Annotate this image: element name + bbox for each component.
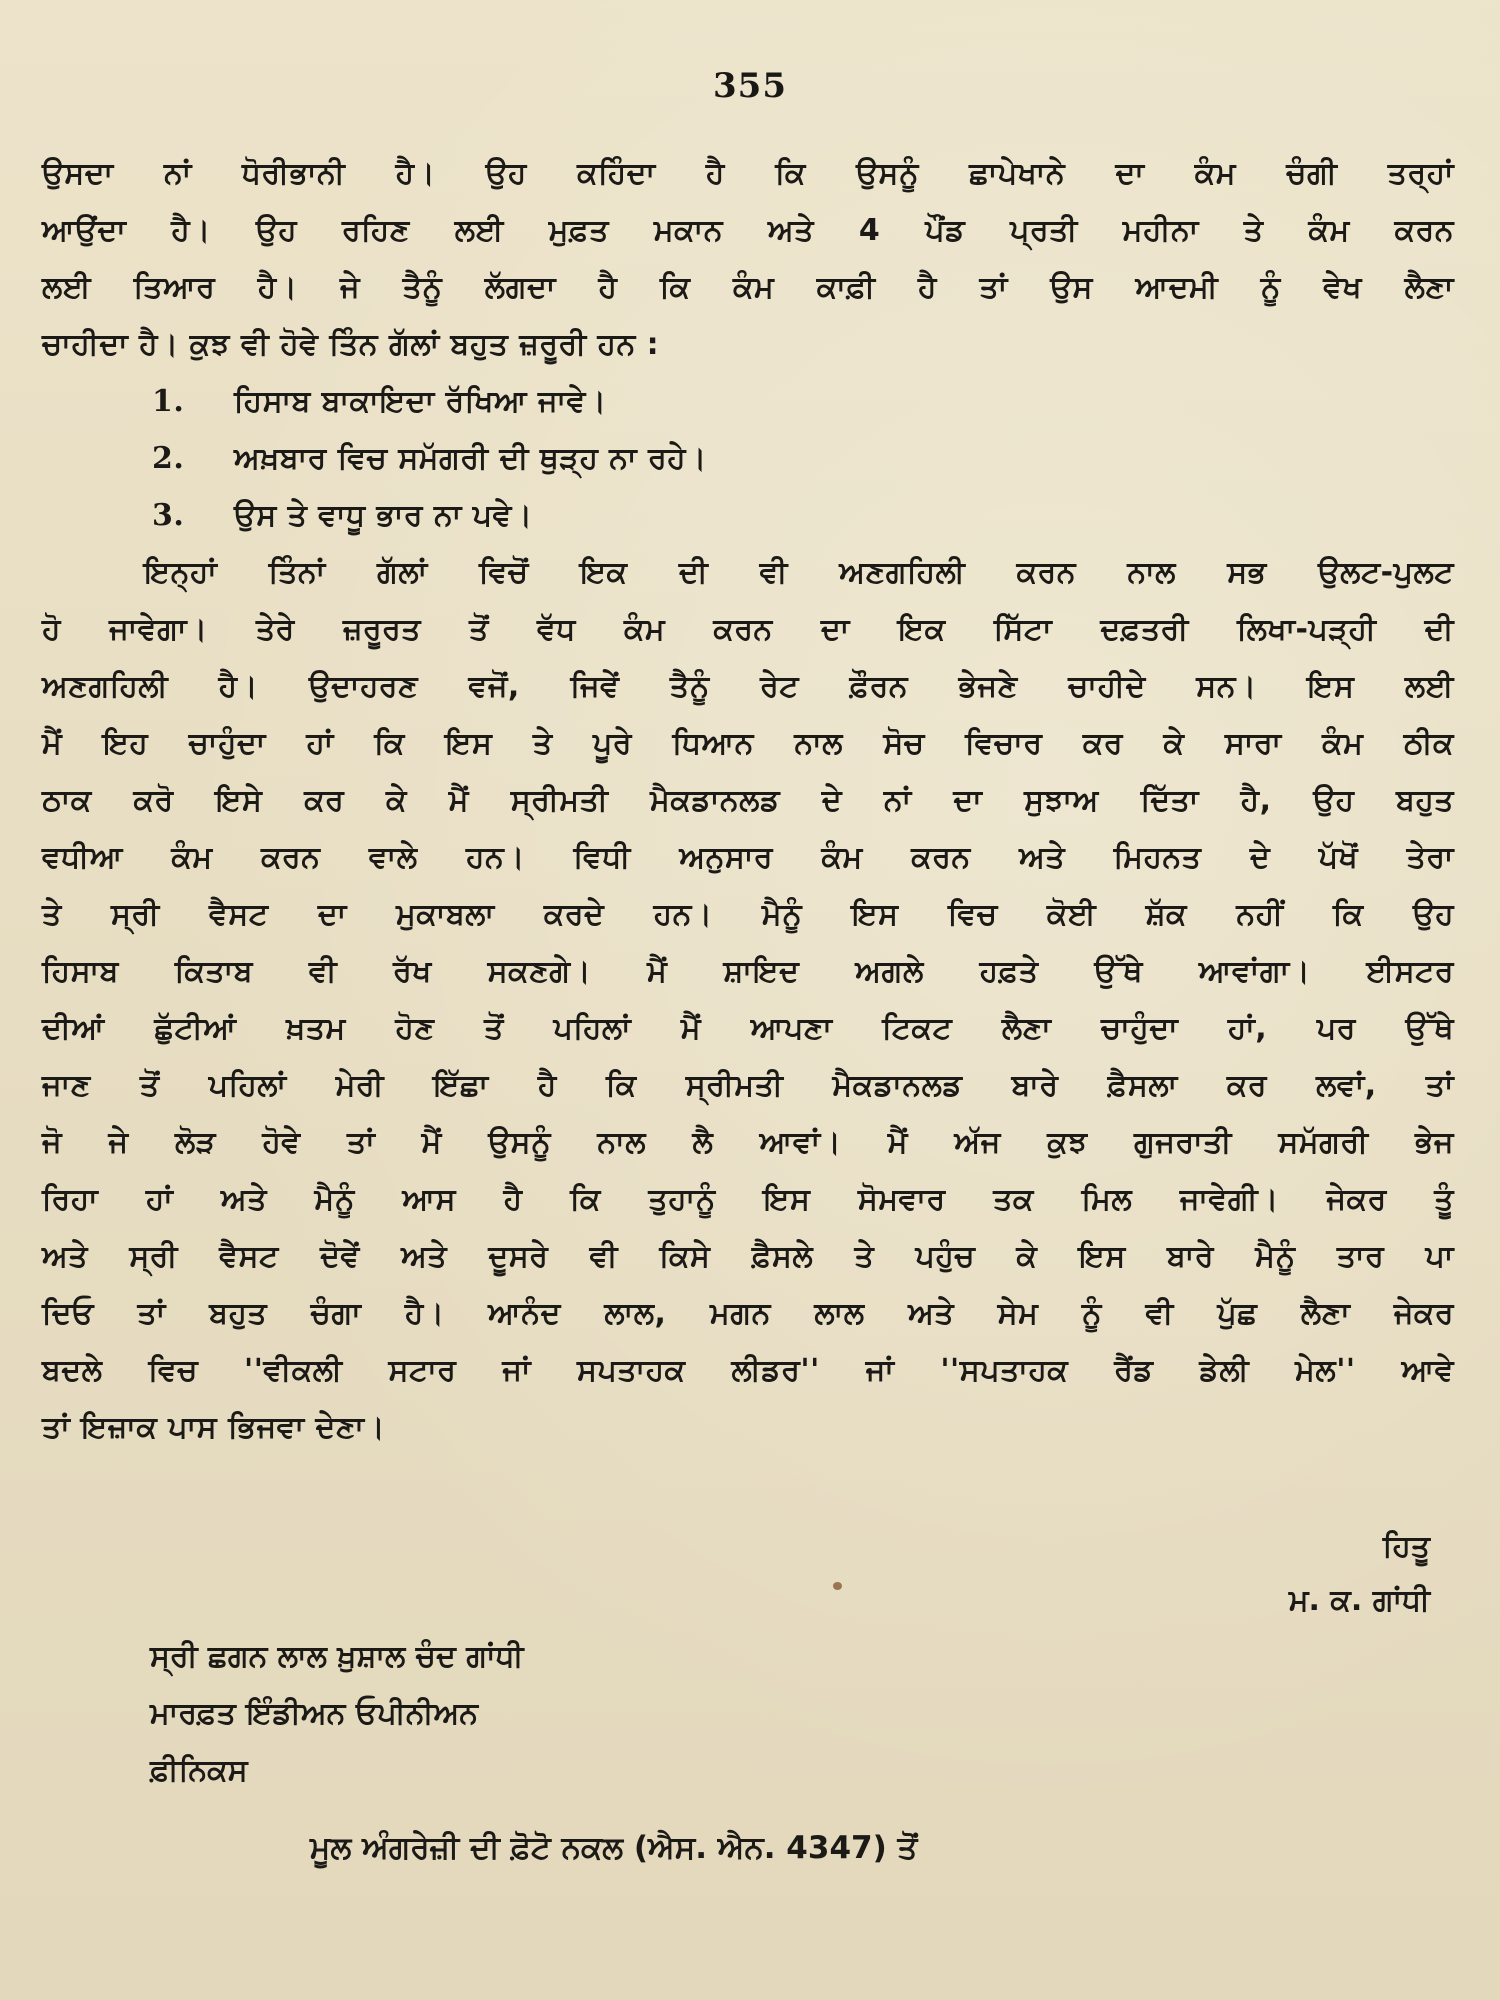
text-line: ਲਈ ਤਿਆਰ ਹੈ। ਜੇ ਤੈਨੂੰ ਲੱਗਦਾ ਹੈ ਕਿ ਕੰਮ ਕਾਫ਼ੀ ਹੈ ਤਾਂ ਉਸ ਆਦਮੀ ਨੂੰ ਵੇਖ ਲੈਣਾ [42,270,1454,305]
text-line: ਮੈਂ ਇਹ ਚਾਹੁੰਦਾ ਹਾਂ ਕਿ ਇਸ ਤੇ ਪੂਰੇ ਧਿਆਨ ਨਾਲ ਸੋਚ ਵਿਚਾਰ ਕਰ ਕੇ ਸਾਰਾ ਕੰਮ ਠੀਕ [42,726,1454,761]
text-line: ਦਿਓ ਤਾਂ ਬਹੁਤ ਚੰਗਾ ਹੈ। ਆਨੰਦ ਲਾਲ, ਮਗਨ ਲਾਲ ਅਤੇ ਸੇਮ ਨੂੰ ਵੀ ਪੁੱਛ ਲੈਣਾ ਜੇਕਰ [42,1296,1454,1331]
text-line: ਜਾਣ ਤੋਂ ਪਹਿਲਾਂ ਮੇਰੀ ਇੱਛਾ ਹੈ ਕਿ ਸ੍ਰੀਮਤੀ ਮੈਕਡਾਨਲਡ ਬਾਰੇ ਫ਼ੈਸਲਾ ਕਰ ਲਵਾਂ, ਤਾਂ [42,1068,1454,1103]
address-line: ਫ਼ੀਨਿਕਸ [150,1753,248,1788]
salutation: ਹਿਤੂ [1382,1529,1430,1564]
letter-closing [1289,1520,1430,1628]
text-line: ਦੀਆਂ ਛੁੱਟੀਆਂ ਖ਼ਤਮ ਹੋਣ ਤੋਂ ਪਹਿਲਾਂ ਮੈਂ ਆਪਣਾ ਟਿਕਟ ਲੈਣਾ ਚਾਹੁੰਦਾ ਹਾਂ, ਪਰ ਉੱਥੇ [42,1011,1454,1046]
address-line: ਮਾਰਫ਼ਤ ਇੰਡੀਅਨ ਓਪੀਨੀਅਨ [150,1696,479,1731]
list-text: ਅਖ਼ਬਾਰ ਵਿਚ ਸਮੱਗਰੀ ਦੀ ਥੁੜ੍ਹ ਨਾ ਰਹੇ। [234,441,707,476]
text-line: ਰਿਹਾ ਹਾਂ ਅਤੇ ਮੈਨੂੰ ਆਸ ਹੈ ਕਿ ਤੁਹਾਨੂੰ ਇਸ ਸੋਮਵਾਰ ਤਕ ਮਿਲ ਜਾਵੇਗੀ। ਜੇਕਰ ਤੂੰ [42,1182,1454,1217]
list-item [42,487,1454,544]
text-line: ਇਨ੍ਹਾਂ ਤਿੰਨਾਂ ਗੱਲਾਂ ਵਿਚੋਂ ਇਕ ਦੀ ਵੀ ਅਣਗਹਿਲੀ ਕਰਨ ਨਾਲ ਸਭ ਉਲਟ-ਪੁਲਟ [144,555,1454,590]
list-number: 3. [152,498,185,533]
text-line: ਬਦਲੇ ਵਿਚ ''ਵੀਕਲੀ ਸਟਾਰ ਜਾਂ ਸਪਤਾਹਕ ਲੀਡਰ'' ਜਾਂ ''ਸਪਤਾਹਕ ਰੈਂਡ ਡੇਲੀ ਮੇਲ'' ਆਵੇ [42,1353,1454,1388]
list-number: 1. [152,384,185,419]
address-line: ਸ੍ਰੀ ਛਗਨ ਲਾਲ ਖ਼ੁਸ਼ਾਲ ਚੰਦ ਗਾਂਧੀ [150,1639,524,1674]
text-line: ਚਾਹੀਦਾ ਹੈ। ਕੁਝ ਵੀ ਹੋਵੇ ਤਿੰਨ ਗੱਲਾਂ ਬਹੁਤ ਜ਼ਰੂਰੀ ਹਨ : [42,327,660,362]
ink-spot [833,1582,842,1590]
signature: ਮ. ਕ. ਗਾਂਧੀ [1288,1583,1430,1618]
letter-body [42,145,1454,1456]
intro-paragraph [42,145,1454,373]
text-line: ਅਤੇ ਸ੍ਰੀ ਵੈਸਟ ਦੋਵੇਂ ਅਤੇ ਦੂਸਰੇ ਵੀ ਕਿਸੇ ਫ਼ੈਸਲੇ ਤੇ ਪਹੁੰਚ ਕੇ ਇਸ ਬਾਰੇ ਮੈਨੂੰ ਤਾਰ ਪਾ [42,1239,1454,1274]
list-item [42,430,1454,487]
main-paragraph [42,544,1454,1456]
text-line: ਅਣਗਹਿਲੀ ਹੈ। ਉਦਾਹਰਣ ਵਜੋਂ, ਜਿਵੇਂ ਤੈਨੂੰ ਰੇਟ ਫ਼ੌਰਨ ਭੇਜਣੇ ਚਾਹੀਦੇ ਸਨ। ਇਸ ਲਈ [42,669,1454,704]
text-line: ਠਾਕ ਕਰੋ ਇਸੇ ਕਰ ਕੇ ਮੈਂ ਸ੍ਰੀਮਤੀ ਮੈਕਡਾਨਲਡ ਦੇ ਨਾਂ ਦਾ ਸੁਝਾਅ ਦਿੱਤਾ ਹੈ, ਉਹ ਬਹੁਤ [42,783,1454,818]
source-note: ਮੂਲ ਅੰਗਰੇਜ਼ੀ ਦੀ ਫ਼ੋਟੋ ਨਕਲ (ਐਸ. ਐਨ. 4347) ਤੋਂ [310,1830,918,1866]
text-line: ਆਉਂਦਾ ਹੈ। ਉਹ ਰਹਿਣ ਲਈ ਮੁਫ਼ਤ ਮਕਾਨ ਅਤੇ 4 ਪੌਂਡ ਪ੍ਰਤੀ ਮਹੀਨਾ ਤੇ ਕੰਮ ਕਰਨ [42,213,1454,248]
page-number: 355 [713,66,787,106]
text-line: ਤਾਂ ਇਜ਼ਾਕ ਪਾਸ ਭਿਜਵਾ ਦੇਣਾ। [42,1410,386,1445]
text-line: ਹੋ ਜਾਵੇਗਾ। ਤੇਰੇ ਜ਼ਰੂਰਤ ਤੋਂ ਵੱਧ ਕੰਮ ਕਰਨ ਦਾ ਇਕ ਸਿੱਟਾ ਦਫ਼ਤਰੀ ਲਿਖਾ-ਪੜ੍ਹੀ ਦੀ [42,612,1454,647]
list-text: ਉਸ ਤੇ ਵਾਧੂ ਭਾਰ ਨਾ ਪਵੇ। [234,498,533,533]
list-number: 2. [152,441,185,476]
recipient-address [150,1628,524,1799]
text-line: ਹਿਸਾਬ ਕਿਤਾਬ ਵੀ ਰੱਖ ਸਕਣਗੇ। ਮੈਂ ਸ਼ਾਇਦ ਅਗਲੇ ਹਫ਼ਤੇ ਉੱਥੇ ਆਵਾਂਗਾ। ਈਸਟਰ [42,954,1454,989]
text-line: ਵਧੀਆ ਕੰਮ ਕਰਨ ਵਾਲੇ ਹਨ। ਵਿਧੀ ਅਨੁਸਾਰ ਕੰਮ ਕਰਨ ਅਤੇ ਮਿਹਨਤ ਦੇ ਪੱਖੋਂ ਤੇਰਾ [42,840,1454,875]
text-line: ਜੋ ਜੇ ਲੋੜ ਹੋਵੇ ਤਾਂ ਮੈਂ ਉਸਨੂੰ ਨਾਲ ਲੈ ਆਵਾਂ। ਮੈਂ ਅੱਜ ਕੁਝ ਗੁਜਰਾਤੀ ਸਮੱਗਰੀ ਭੇਜ [42,1125,1454,1160]
text-line: ਉਸਦਾ ਨਾਂ ਧੋਰੀਭਾਨੀ ਹੈ। ਉਹ ਕਹਿੰਦਾ ਹੈ ਕਿ ਉਸਨੂੰ ਛਾਪੇਖਾਨੇ ਦਾ ਕੰਮ ਚੰਗੀ ਤਰ੍ਹਾਂ [42,156,1454,191]
list-text: ਹਿਸਾਬ ਬਾਕਾਇਦਾ ਰੱਖਿਆ ਜਾਵੇ। [234,384,607,419]
text-line: ਤੇ ਸ੍ਰੀ ਵੈਸਟ ਦਾ ਮੁਕਾਬਲਾ ਕਰਦੇ ਹਨ। ਮੈਨੂੰ ਇਸ ਵਿਚ ਕੋਈ ਸ਼ੱਕ ਨਹੀਂ ਕਿ ਉਹ [42,897,1454,932]
list-item [42,373,1454,430]
numbered-list [42,373,1454,544]
